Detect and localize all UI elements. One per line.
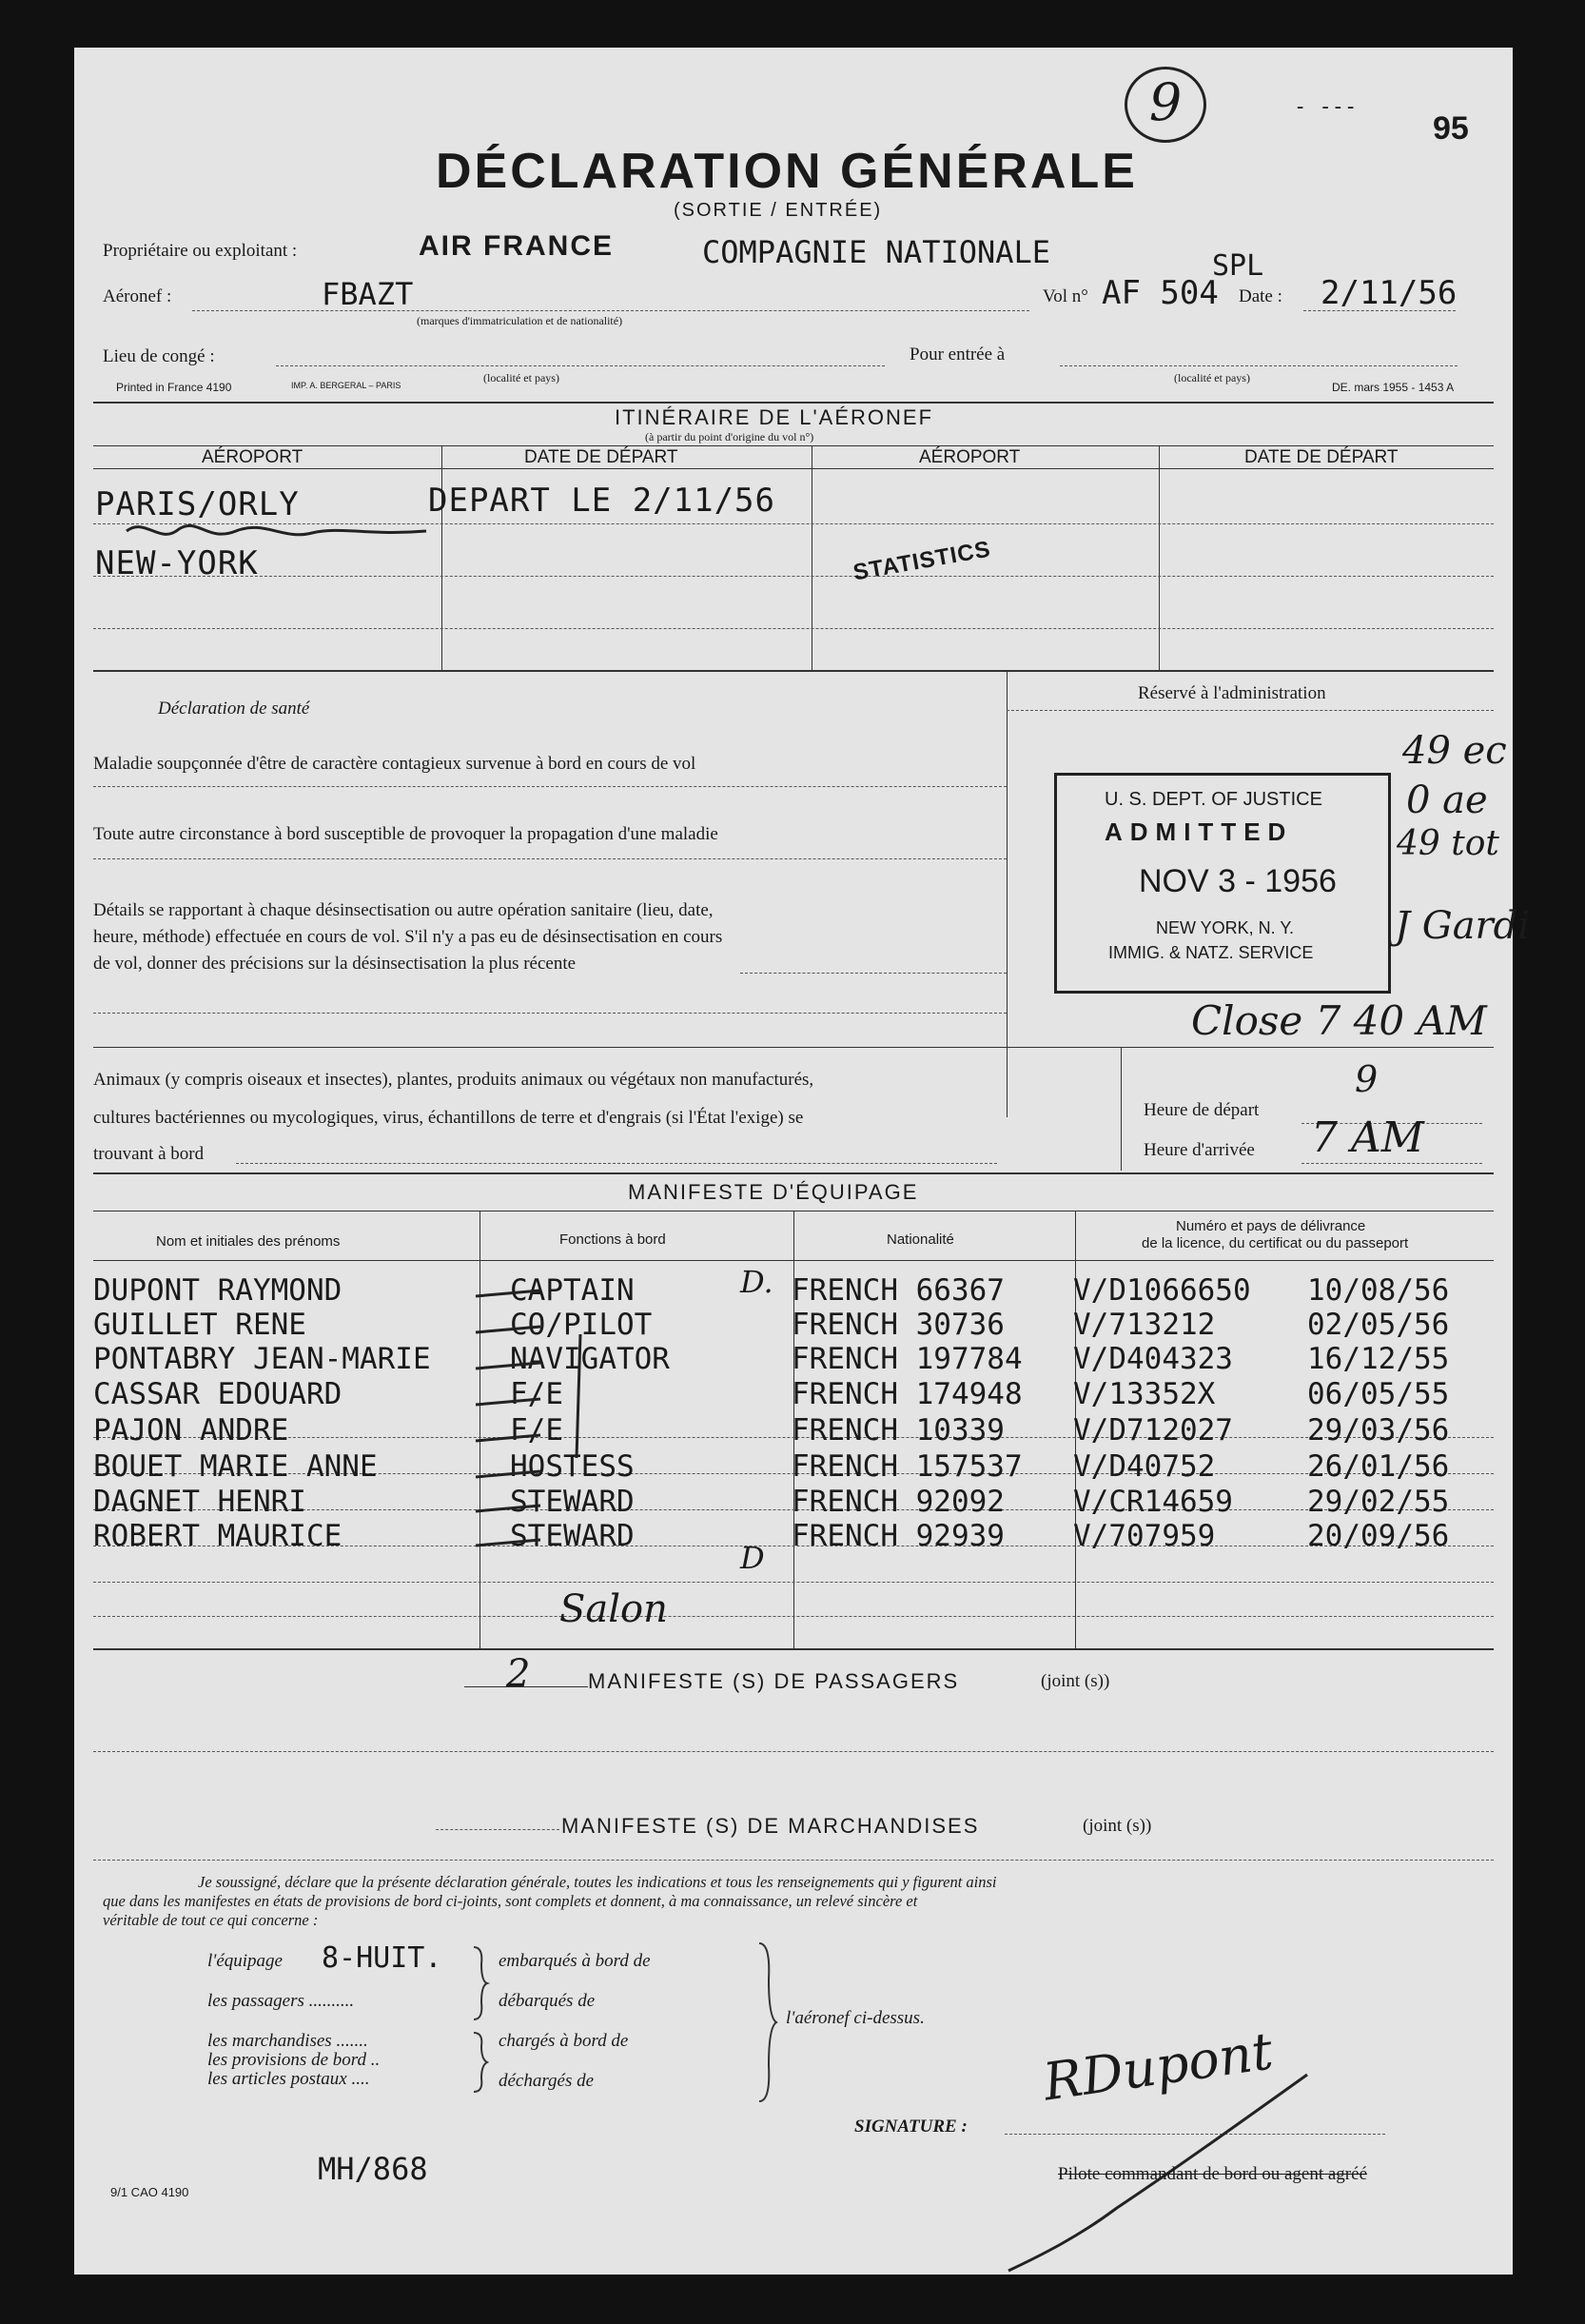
health-line-3b: heure, méthode) effectuée en cours de vol. S'il n'y a pas eu de désinsectisation en cours bbox=[93, 927, 723, 947]
crew-document-date: 06/05/55 bbox=[1307, 1377, 1450, 1411]
form-subtitle: (SORTIE / ENTRÉE) bbox=[674, 200, 883, 221]
aircraft-sub: (marques d'immatriculation et de nationalité) bbox=[417, 314, 623, 327]
circled-number: 9 bbox=[1125, 67, 1206, 143]
entry-sub: (localité et pays) bbox=[1174, 371, 1250, 384]
crew-document-date: 16/12/55 bbox=[1307, 1342, 1450, 1376]
declaration-text-a: Je soussigné, déclare que la présente déclaration générale, toutes les indications et tous les renseignements qui y figurent ainsi bbox=[198, 1873, 997, 1891]
signature-handwritten: RDupont bbox=[1039, 2020, 1277, 2113]
crew-nationality: FRENCH 174948 bbox=[792, 1377, 1023, 1411]
col-date: DATE DE DÉPART bbox=[524, 447, 678, 467]
aircraft-label: Aéronef : bbox=[103, 286, 172, 306]
crew-nationality: FRENCH 30736 bbox=[792, 1308, 1005, 1342]
bracket-3 bbox=[755, 1941, 778, 2103]
postal-label: les articles postaux .... bbox=[207, 2069, 370, 2089]
owner-value: AIR FRANCE bbox=[419, 230, 614, 262]
crew-document-number: V/D404323 bbox=[1073, 1342, 1233, 1376]
form-code: 9/1 CAO 4190 bbox=[110, 2185, 189, 2199]
arrival-label: Heure d'arrivée bbox=[1144, 1140, 1255, 1160]
col-airport: AÉROPORT bbox=[202, 447, 303, 467]
health-line-2: Toute autre circonstance à bord susceptible de provoquer la propagation d'une maladie bbox=[93, 824, 718, 844]
crew-function: CAPTAIN bbox=[510, 1273, 635, 1308]
passenger-manifest-joint: (joint (s)) bbox=[1041, 1671, 1110, 1691]
stamp-line-1: U. S. DEPT. OF JUSTICE bbox=[1105, 789, 1322, 810]
animals-line-a: Animaux (y compris oiseaux et insectes), plantes, produits animaux ou végétaux non manufacturés, bbox=[93, 1070, 814, 1090]
crew-hand-d2: D bbox=[740, 1540, 765, 1576]
crew-nationality: FRENCH 157537 bbox=[792, 1449, 1023, 1484]
declaration-form bbox=[74, 48, 1531, 2275]
crew-document-number: V/713212 bbox=[1073, 1308, 1216, 1342]
health-line-3a: Détails se rapportant à chaque désinsectisation ou autre opération sanitaire (lieu, date, bbox=[93, 900, 714, 920]
crew-row bbox=[93, 1448, 1449, 1485]
animals-line-c: trouvant à bord bbox=[93, 1144, 205, 1164]
crew-function: HOSTESS bbox=[510, 1449, 635, 1484]
crew-col-nationality: Nationalité bbox=[887, 1231, 954, 1248]
admin-hand-1: 49 ec bbox=[1402, 729, 1507, 773]
owner-value-2: COMPAGNIE NATIONALE bbox=[702, 234, 1051, 270]
bracket-2 bbox=[470, 2031, 489, 2094]
entry-label: Pour entrée à bbox=[910, 345, 1006, 364]
immigration-stamp bbox=[1054, 773, 1391, 994]
reference-number: MH/868 bbox=[318, 2151, 428, 2187]
crew-row bbox=[93, 1412, 1449, 1448]
goods-label: les marchandises ....... bbox=[207, 2031, 368, 2051]
crew-col-license-a: Numéro et pays de délivrance bbox=[1176, 1218, 1366, 1234]
crew-name: DUPONT RAYMOND bbox=[93, 1273, 342, 1308]
corner-mark: - --- bbox=[1294, 95, 1358, 119]
crew-function: F/E bbox=[510, 1413, 563, 1448]
crew-row bbox=[93, 1519, 1449, 1553]
col-airport-2: AÉROPORT bbox=[919, 447, 1021, 467]
crew-col-function: Fonctions à bord bbox=[559, 1231, 666, 1248]
crew-document-date: 20/09/56 bbox=[1307, 1519, 1450, 1553]
crew-document-date: 10/08/56 bbox=[1307, 1273, 1450, 1308]
crew-row bbox=[93, 1308, 1449, 1342]
printed-right: DE. mars 1955 - 1453 A bbox=[1332, 381, 1455, 394]
date-label: Date : bbox=[1239, 286, 1282, 306]
crew-row bbox=[93, 1342, 1449, 1376]
signature-label: SIGNATURE : bbox=[854, 2117, 968, 2137]
crew-hand-salon: Salon bbox=[559, 1587, 668, 1631]
disembarked-label: débarqués de bbox=[499, 1991, 596, 2011]
provisions-label: les provisions de bord .. bbox=[207, 2050, 381, 2070]
crew-row bbox=[93, 1485, 1449, 1519]
crew-nationality: FRENCH 197784 bbox=[792, 1342, 1023, 1376]
passenger-count: 2 bbox=[506, 1652, 531, 1696]
itinerary-row2-airport: NEW-YORK bbox=[95, 544, 259, 582]
loaded-label: chargés à bord de bbox=[499, 2031, 629, 2051]
crew-nationality: FRENCH 92092 bbox=[792, 1485, 1005, 1519]
crew-row bbox=[93, 1376, 1449, 1412]
crew-document-number: V/D40752 bbox=[1073, 1449, 1216, 1484]
flight-label: Vol n° bbox=[1043, 286, 1088, 306]
crew-hand-dashes bbox=[474, 1277, 588, 1563]
cargo-manifest-label: MANIFESTE (S) DE MARCHANDISES bbox=[561, 1814, 980, 1838]
itinerary-title: ITINÉRAIRE DE L'AÉRONEF bbox=[615, 405, 934, 429]
crew-count-value: 8-HUIT. bbox=[322, 1941, 442, 1975]
crew-col-license-b: de la licence, du certificat ou du passeport bbox=[1142, 1235, 1409, 1251]
aircraft-above-label: l'aéronef ci-dessus. bbox=[786, 2008, 925, 2028]
crew-document-date: 02/05/56 bbox=[1307, 1308, 1450, 1342]
animals-line-b: cultures bactériennes ou mycologiques, virus, échantillons de terre et d'engrais (si l'État l'exige) se bbox=[93, 1108, 804, 1128]
crew-document-number: V/D712027 bbox=[1073, 1413, 1233, 1448]
crew-document-date: 26/01/56 bbox=[1307, 1449, 1450, 1484]
admin-hand-close: Close 7 40 AM bbox=[1191, 997, 1487, 1044]
admin-hand-2: 0 ae bbox=[1406, 778, 1488, 822]
crew-nationality: FRENCH 92939 bbox=[792, 1519, 1005, 1553]
arrival-value: 7 AM bbox=[1311, 1113, 1424, 1162]
date-value: 2/11/56 bbox=[1321, 274, 1458, 312]
flight-extra: SPL bbox=[1212, 249, 1264, 283]
crew-document-date: 29/03/56 bbox=[1307, 1413, 1450, 1448]
admin-hand-3: 49 tot bbox=[1397, 824, 1499, 863]
crew-function: NAVIGATOR bbox=[510, 1342, 670, 1376]
clearance-label: Lieu de congé : bbox=[103, 346, 215, 366]
cargo-manifest-joint: (joint (s)) bbox=[1083, 1816, 1152, 1836]
crew-nationality: FRENCH 66367 bbox=[792, 1273, 1005, 1308]
crew-document-number: V/D1066650 bbox=[1073, 1273, 1251, 1308]
stamp-date: NOV 3 - 1956 bbox=[1139, 863, 1337, 899]
health-line-3c: de vol, donner des précisions sur la désinsectisation la plus récente bbox=[93, 954, 577, 974]
crew-name: PAJON ANDRE bbox=[93, 1413, 289, 1448]
clearance-sub: (localité et pays) bbox=[483, 371, 559, 384]
stamp-line-2: ADMITTED bbox=[1105, 817, 1294, 846]
boarded-label: embarqués à bord de bbox=[499, 1951, 651, 1971]
health-heading: Déclaration de santé bbox=[158, 699, 310, 719]
crew-name: CASSAR EDOUARD bbox=[93, 1377, 342, 1411]
crew-document-number: V/CR14659 bbox=[1073, 1485, 1233, 1519]
crew-hand-d1: D. bbox=[740, 1264, 773, 1300]
departure-value: 9 bbox=[1355, 1058, 1379, 1100]
departure-label: Heure de départ bbox=[1144, 1100, 1260, 1120]
crew-function: CO/PILOT bbox=[510, 1308, 653, 1342]
crew-name: GUILLET RENE bbox=[93, 1308, 306, 1342]
form-title: DÉCLARATION GÉNÉRALE bbox=[436, 144, 1138, 199]
declaration-text-b: que dans les manifestes en états de provisions de bord ci-joints, sont complets et donnent, à ma connaissance, un relevé sincère et bbox=[103, 1892, 918, 1910]
crew-document-number: V/707959 bbox=[1073, 1519, 1216, 1553]
crew-name: DAGNET HENRI bbox=[93, 1485, 306, 1519]
crew-function: F/E bbox=[510, 1377, 563, 1411]
crew-name: ROBERT MAURICE bbox=[93, 1519, 342, 1553]
crew-function: STEWARD bbox=[510, 1519, 635, 1553]
health-line-1: Maladie soupçonnée d'être de caractère contagieux survenue à bord en cours de vol bbox=[93, 754, 696, 774]
crew-count-label: l'équipage bbox=[207, 1951, 283, 1971]
crew-name: PONTABRY JEAN-MARIE bbox=[93, 1342, 431, 1376]
passenger-manifest-label: MANIFESTE (S) DE PASSAGERS bbox=[588, 1669, 960, 1693]
crew-table bbox=[93, 1273, 1449, 1553]
declaration-text-c: véritable de tout ce qui concerne : bbox=[103, 1911, 319, 1929]
crew-document-date: 29/02/55 bbox=[1307, 1485, 1450, 1519]
crew-nationality: FRENCH 10339 bbox=[792, 1413, 1005, 1448]
flight-value: AF 504 bbox=[1102, 274, 1219, 312]
owner-label: Propriétaire ou exploitant : bbox=[103, 241, 298, 261]
crew-document-number: V/13352X bbox=[1073, 1377, 1216, 1411]
signature-sub: Pilote commandant de bord ou agent agréé bbox=[1058, 2164, 1368, 2184]
printed-left: Printed in France 4190 bbox=[116, 381, 232, 394]
stamp-line-4: NEW YORK, N. Y. bbox=[1156, 918, 1295, 937]
crew-function: STEWARD bbox=[510, 1485, 635, 1519]
bracket-1 bbox=[470, 1945, 489, 2021]
itinerary-row1-airport: PARIS/ORLY bbox=[95, 485, 300, 523]
printed-left-small: IMP. A. BERGERAL – PARIS bbox=[291, 381, 401, 390]
crew-title: MANIFESTE D'ÉQUIPAGE bbox=[628, 1180, 919, 1204]
col-date-2: DATE DE DÉPART bbox=[1244, 447, 1399, 467]
crew-col-name: Nom et initiales des prénoms bbox=[156, 1233, 341, 1250]
crew-name: BOUET MARIE ANNE bbox=[93, 1449, 378, 1484]
admin-hand-sig: J Gardi bbox=[1395, 904, 1531, 948]
admin-heading: Réservé à l'administration bbox=[1138, 683, 1326, 703]
aircraft-value: FBAZT bbox=[322, 276, 414, 312]
page-number: 95 bbox=[1433, 110, 1469, 147]
itinerary-subtitle: (à partir du point d'origine du vol n°) bbox=[645, 430, 814, 443]
itinerary-row1-date: DEPART LE 2/11/56 bbox=[428, 482, 775, 520]
stamp-line-5: IMMIG. & NATZ. SERVICE bbox=[1108, 943, 1314, 962]
passengers-label: les passagers .......... bbox=[207, 1991, 355, 2011]
unloaded-label: déchargés de bbox=[499, 2071, 595, 2091]
statistics-stamp: STATISTICS bbox=[851, 536, 993, 586]
